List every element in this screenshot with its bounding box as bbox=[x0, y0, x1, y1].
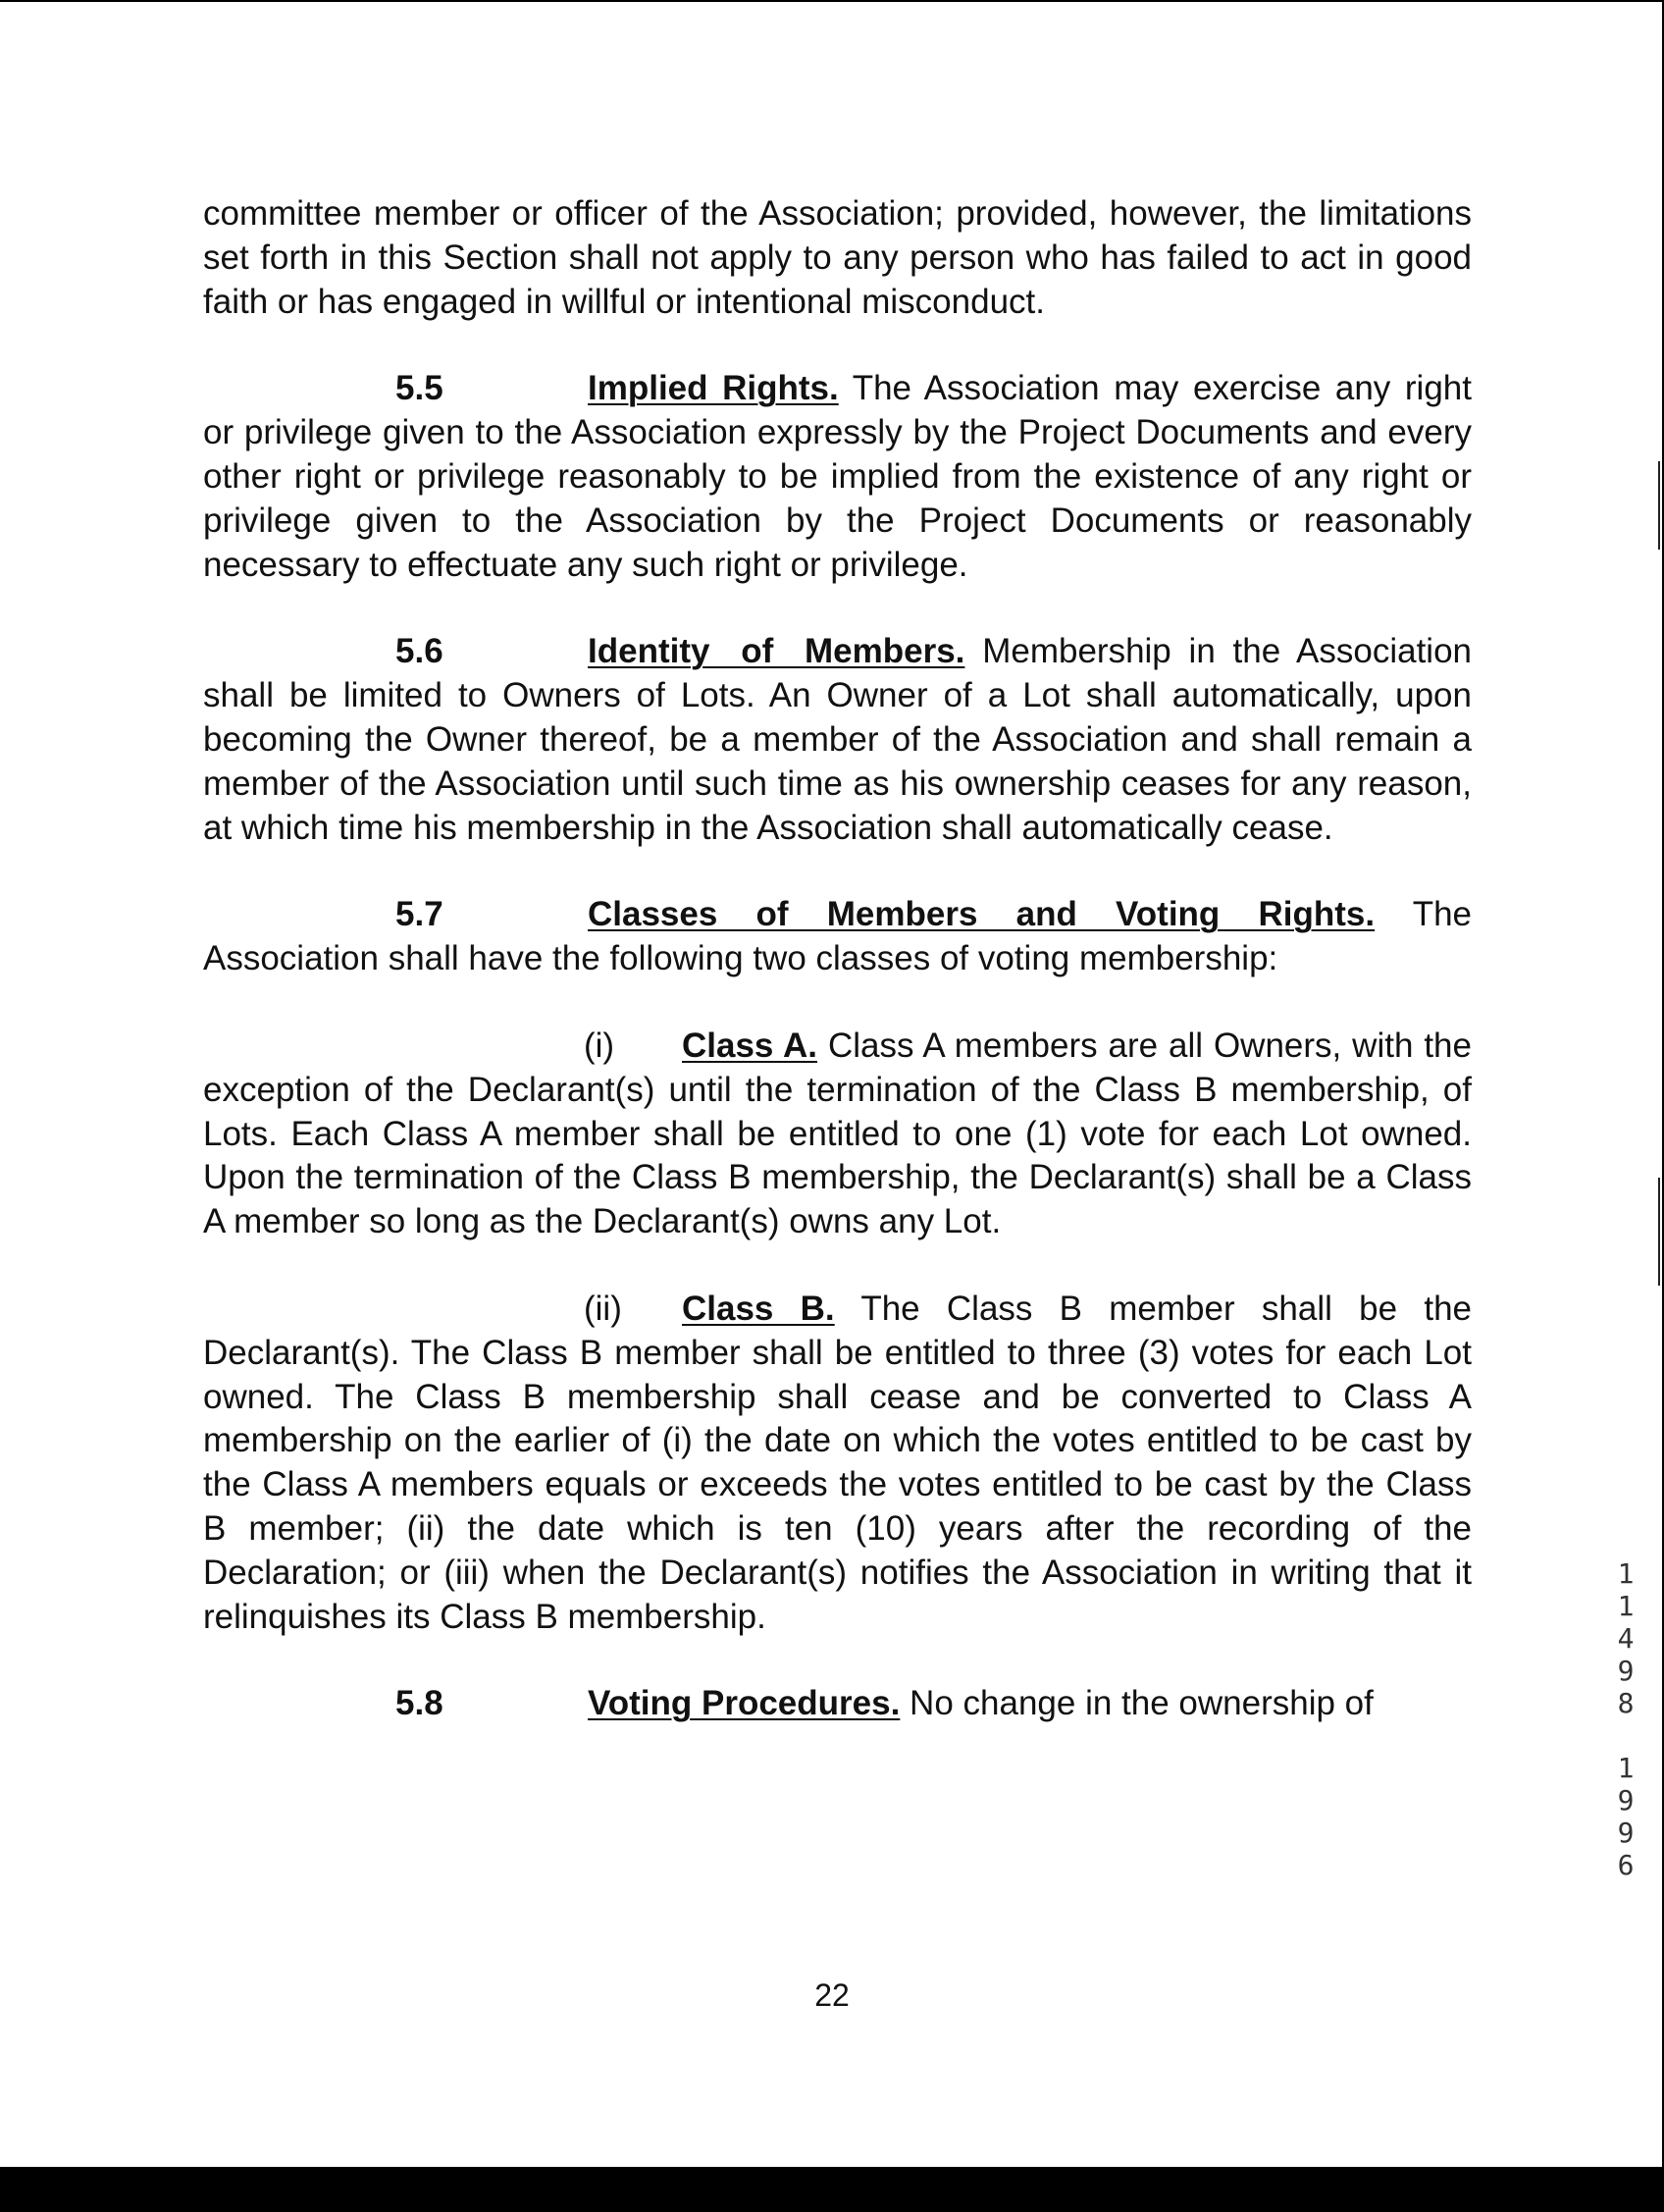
subsection-text: The Class B member shall be the Declarant(s). The Class B member shall be entitled to three (3) votes for each Lot owned. The Class B membership shall cease and be converted to Class A membership on the earlier of (i) the date on which the votes entitled to be cast by the Class A members equals or exceeds the votes entitled to be cast by the Class B member; (ii) the date which is ten (10) years after the recording of the Declaration; or (iii) when the Declarant(s) notifies the Association in writing that it relinquishes its Class B membership. bbox=[203, 1289, 1473, 1636]
scan-border-top bbox=[0, 0, 1664, 2]
subsection-class-b bbox=[203, 1288, 1472, 1639]
section-text: No change in the ownership of bbox=[910, 1684, 1374, 1723]
section-text: The Association shall have the following two classes of voting membership: bbox=[203, 895, 1473, 978]
section-5-8 bbox=[203, 1682, 1472, 1726]
subsection-heading: Class B. bbox=[682, 1289, 835, 1328]
subsection-number: (i) bbox=[584, 1026, 615, 1065]
scan-edge-mark bbox=[1658, 461, 1660, 550]
section-text: Membership in the Association shall be limited to Owners of Lots. An Owner of a Lot shall automatically, upon becoming the Owner thereof, be a member of the Association and shall remain a member of the Association until such time as his ownership ceases for any reason, at which time his membership in the Association shall automatically cease. bbox=[203, 632, 1473, 847]
scan-edge-mark bbox=[1658, 1178, 1660, 1286]
section-number: 5.8 bbox=[395, 1684, 443, 1723]
section-heading: Classes of Members and Voting Rights. bbox=[588, 895, 1376, 934]
section-number: 5.5 bbox=[395, 369, 443, 408]
section-number: 5.6 bbox=[395, 632, 443, 671]
section-5-6 bbox=[203, 630, 1472, 850]
subsection-text: Class A members are all Owners, with the exception of the Declarant(s) until the termination of the Class B membership, of Lots. Each Class A member shall be entitled to one (1) vote for each Lot owned. Upon the termination of the Class B membership, the Declarant(s) shall be a Class A member so long as the Declarant(s) owns any Lot. bbox=[203, 1026, 1472, 1241]
section-heading: Implied Rights. bbox=[588, 369, 839, 408]
section-heading: Identity of Members. bbox=[588, 632, 965, 671]
intro-paragraph: committee member or officer of the Association; provided, however, the limitations set forth in this Section shall not apply to any person who has failed to act in good faith or has engaged in willful or intentional misconduct. bbox=[203, 194, 1472, 321]
scan-border-bottom bbox=[0, 2167, 1664, 2212]
section-5-7 bbox=[203, 893, 1472, 981]
page-number: 22 bbox=[814, 1977, 850, 2013]
subsection-heading: Class A. bbox=[682, 1026, 818, 1065]
subsection-number: (ii) bbox=[584, 1289, 622, 1328]
section-heading: Voting Procedures. bbox=[588, 1684, 901, 1723]
section-number: 5.7 bbox=[395, 895, 443, 934]
subsection-class-a bbox=[203, 1025, 1472, 1244]
recording-number-stamp: 1 1 4 9 8 1 9 9 6 bbox=[1617, 1557, 1635, 1881]
section-5-5 bbox=[203, 367, 1472, 587]
section-text: The Association may exercise any right or privilege given to the Association expressly by the Project Documents and every other right or privilege reasonably to be implied from the existence of any right or privilege given to the Association by the Project Documents or reasonably necessary to effectuate any such right or privilege. bbox=[203, 369, 1472, 584]
document-page bbox=[203, 192, 1472, 1726]
